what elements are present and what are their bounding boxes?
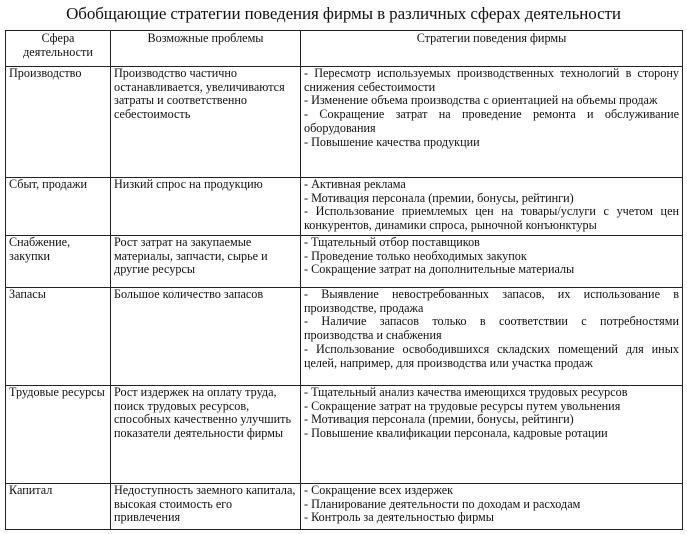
strategy-item: - Сокращение затрат на трудовые ресурсы путем увольнения: [304, 398, 621, 413]
strategy-item: - Пересмотр используемых производственных технологий в сторону снижения себестоимости: [304, 66, 679, 94]
strategy-item: - Наличие запасов только в соответствии с потребностями производства и снабжения: [304, 314, 679, 343]
strategy-item: - Сокращение затрат на дополнительные материалы: [304, 262, 575, 277]
row-strategies: [301, 178, 683, 236]
table-row: [6, 178, 683, 236]
table-header-row: [6, 31, 683, 67]
row-problems: Недоступность заемного капитала, высокая стоимость его привлечения: [111, 484, 301, 530]
table-row: [6, 288, 683, 386]
row-sphere: Сбыт, продажи: [6, 178, 111, 236]
strategy-item: - Использование освободившихся складских помещений для иных целей, например, для производства или участка продаж: [304, 341, 679, 370]
header-strategies: Стратегии поведения фирмы: [301, 31, 683, 67]
strategy-table: [5, 30, 683, 530]
row-sphere: Запасы: [6, 288, 111, 386]
strategy-item: - Повышение качества продукции: [304, 134, 480, 149]
strategy-item: - Повышение квалификации персонала, кадровые ротации: [304, 426, 608, 441]
row-problems: Большое количество запасов: [111, 288, 301, 386]
strategy-item: - Использование приемлемых цен на товары/услуги с учетом цен конкурентов, динамики спроса, рыночной конъюнктуры: [304, 204, 679, 233]
row-strategies: [301, 236, 683, 288]
header-sphere: Сфера деятельности: [6, 31, 111, 67]
row-sphere: Капитал: [6, 484, 111, 530]
row-strategies: [301, 288, 683, 386]
row-strategies: [301, 386, 683, 484]
row-sphere: Трудовые ресурсы: [6, 386, 111, 484]
strategy-item: - Проведение только необходимых закупок: [304, 248, 527, 263]
strategy-item: - Тщательный анализ качества имеющихся трудовых ресурсов: [304, 385, 628, 399]
strategy-item: - Тщательный отбор поставщиков: [304, 235, 480, 249]
row-sphere: Снабжение, закупки: [6, 236, 111, 288]
strategy-item: - Изменение объема производства с ориентацией на объемы продаж: [304, 93, 658, 108]
strategy-item: - Сокращение всех издержек: [304, 483, 454, 497]
table-row: [6, 484, 683, 530]
strategy-item: - Активная реклама: [304, 177, 406, 191]
header-problems: Возможные проблемы: [111, 31, 301, 67]
row-problems: Рост затрат на закупаемые материалы, запчасти, сырье и другие ресурсы: [111, 236, 301, 288]
row-problems: Рост издержек на оплату труда, поиск трудовых ресурсов, способных качественно улучшить показатели деятельности фирмы: [111, 386, 301, 484]
strategy-item: - Мотивация персонала (премии, бонусы, рейтинги): [304, 412, 574, 427]
strategy-item: - Планирование деятельности по доходам и расходам: [304, 496, 581, 511]
row-sphere: Производство: [6, 67, 111, 178]
row-problems: Производство частично останавливается, увеличиваются затраты и соответственно себестоимость: [111, 67, 301, 178]
strategy-item: - Мотивация персонала (премии, бонусы, рейтинги): [304, 190, 574, 205]
table-row: [6, 386, 683, 484]
row-strategies: [301, 67, 683, 178]
strategy-item: - Сокращение затрат на проведение ремонта и обслуживание оборудования: [304, 107, 679, 135]
page-title: Обобщающие стратегии поведения фирмы в различных сферах деятельности: [66, 4, 621, 23]
row-problems: Низкий спрос на продукцию: [111, 178, 301, 236]
strategy-item: - Выявление невостребованных запасов, их использование в производстве, продажа: [304, 287, 679, 315]
strategy-item: - Контроль за деятельностью фирмы: [304, 510, 494, 525]
row-strategies: [301, 484, 683, 530]
table-row: [6, 67, 683, 178]
table-row: [6, 236, 683, 288]
